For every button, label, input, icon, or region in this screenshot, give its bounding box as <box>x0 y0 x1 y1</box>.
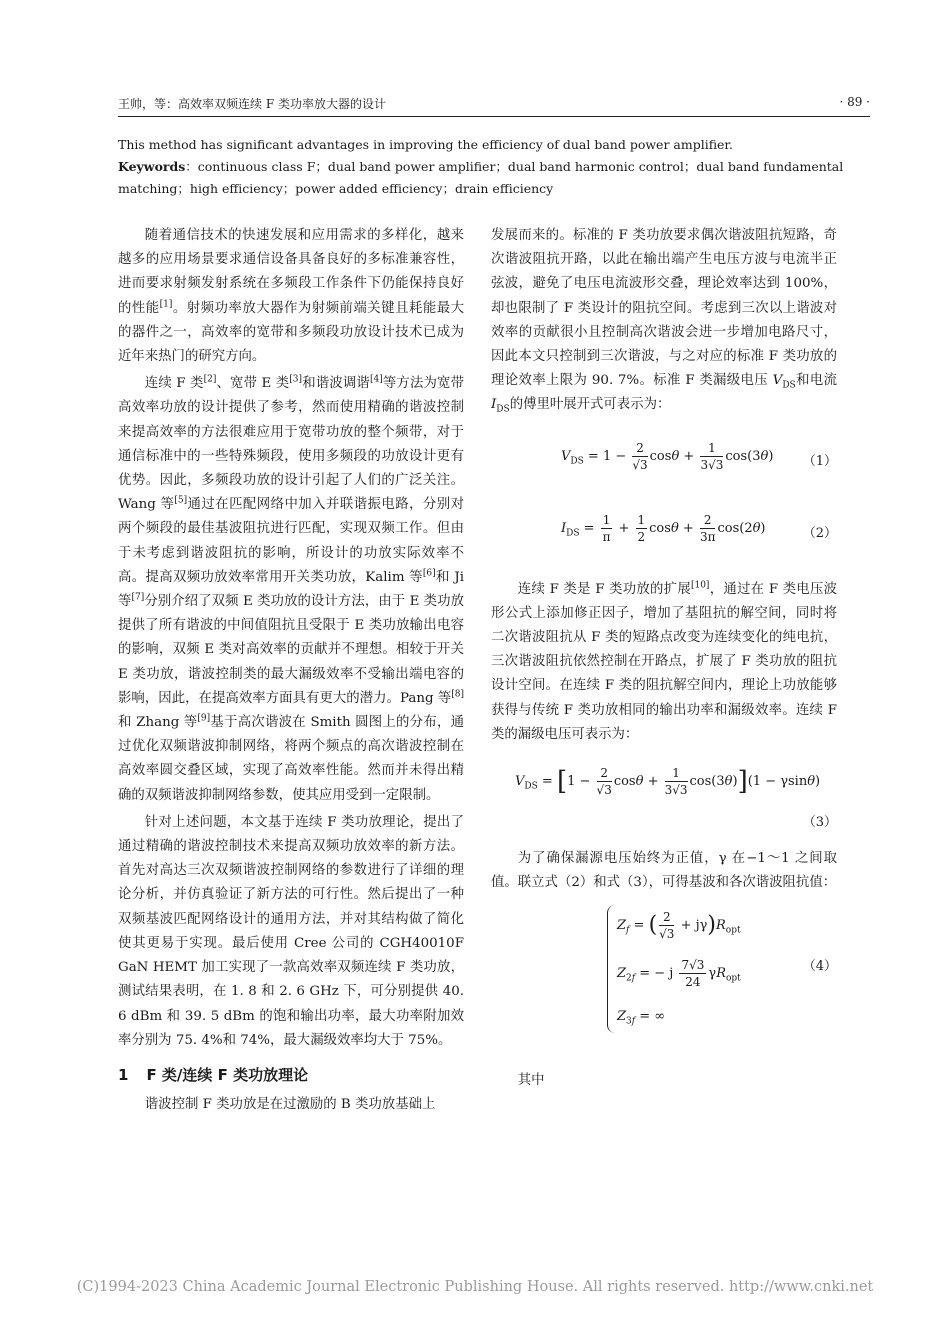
paragraph: 发展而来的。标准的 F 类功放要求偶次谐波阻抗短路，奇次谐波阻抗开路，以此在输出端产生电压方波与电流半正弦波，避免了电压电流波形交叠，理论效率达到 100%，却也限制了 F 类设计的阻抗空间。考虑到三次以上谐波对效率的贡献很小且控制高次谐波会进一步增加电路尺寸，因此本文只控制到三次谐波，与之对应的标准 F 类功放的理论效率上限为 90. 7%。标准 F 类漏级电压 $V_{DS}$和电流 $I_{DS}$的傅里叶展开式可表示为： <box>491 228 837 416</box>
paragraph: 针对上述问题，本文基于连续 F 类功放理论，提出了通过精确的谐波控制技术来提高双频功放效率的新方法。首先对高达三次双频谐波控制网络的参数进行了详细的理论分析，并仿真验证了新方法的可行性。然后提出了一种双频基波匹配网络设计的通用方法，并对其结构做了简化使其更易于实现。最后使用 Cree 公司的 CGH40010F GaN HEMT 加工实现了一款高效率双频连续 F 类功放，测试结果表明，在 1. 8 和 2. 6 GHz 下，可分别提供 40. 6 dBm 和 39. 5 dBm 的饱和输出功率，最大功率附加效率分别为 75. 4%和 74%，最大漏级效率均大于 75%。 <box>118 814 464 1048</box>
paragraph: 连续 F 类是 F 类功放的扩展[10]，通过在 F 类电压波形公式上添加修正因子，增加了基阻抗的解空间，同时将二次谐波阻抗从 F 类的短路点改变为连续变化的纯电抗，三次谐波阻抗依然控制在开路点，扩展了 F 类功放的阻抗设计空间。在连续 F 类的阻抗解空间内，理论上功放能够获得与传统 F 类功放相同的输出功率和漏级效率。连续 F 类的漏级电压可表示为： <box>491 580 837 742</box>
equation-2: $I_{DS}$ = $\frac{1}{\pi}$ + $\frac{1}{2}$ cosθ + $\frac{2}{3\pi}$ cos(2θ) （2） <box>561 512 837 544</box>
equation-1: $V_{DS} = 1$ − $\frac{2}{√3}$ cosθ + $\frac{1}{3√3}$ cos(3θ) （1） <box>561 440 837 472</box>
paragraph: 为了确保漏源电压始终为正值，γ 在−1～1 之间取值。联立式（2）和式（3），可得基波和各次谐波阻抗值： <box>491 851 837 891</box>
copyright-footer: (C)1994-2023 China Academic Journal Electronic Publishing House. All rights reserved. http://www.cnki.net <box>76 1279 874 1295</box>
keywords <box>118 156 870 200</box>
equation-4: $Z_f$ = ( $\frac{2}{√3}$ + $j\gamma)R_{opt}$ $Z_{2f}$ = − j $\frac{7√3}{24}$ $\gamma R_{opt}$ $Z_{3f}$ = ∞ （4） <box>491 905 837 1045</box>
equation-3: $V_{DS} = [1$ − $\frac{2}{√3}$ cosθ + $\frac{1}{3√3}$ cos(3θ)](1 − γsinθ) （3） <box>515 766 837 831</box>
header-rule <box>118 116 870 117</box>
keywords-label: Keywords <box>118 159 186 174</box>
paragraph: 谐波控制 F 类功放是在过激励的 B 类功放基础上 <box>144 1097 436 1113</box>
page-number: · 89 · <box>839 95 870 109</box>
running-header-title: 王帅，等：高效率双频连续 F 类功率放大器的设计 <box>118 97 386 111</box>
abstract-tail: This method has significant advantages in improving the efficiency of dual band power amplifier. <box>118 137 734 152</box>
left-column <box>118 224 464 1120</box>
keywords-text: ：continuous class F；dual band power amplifier；dual band harmonic control；dual band fundamental matching；high efficiency；power added efficiency；drain efficiency <box>118 159 844 196</box>
paragraph: 随着通信技术的快速发展和应用需求的多样化，越来越多的应用场景要求通信设备具备良好的多标准兼容性，进而要求射频发射系统在多频段工作条件下仍能保持良好的性能[1]。射频功率放大器作为射频前端关键且耗能最大的器件之一，高效率的宽带和多频段功放设计技术已成为近年来热门的研究方向。 <box>118 228 464 365</box>
section-heading: 1 F 类/连续 F 类功放理论 <box>118 1065 309 1084</box>
paragraph: 连续 F 类[2]、宽带 E 类[3]和谐波调谐[4]等方法为宽带高效率功放的设计提供了参考，然而使用精确的谐波控制来提高效率的方法很难应用于宽带功放的整个频带，对于通信标准中的一些特殊频段，使用多频段的功放设计更有优势。因此，多频段功放的设计引起了人们的广泛关注。Wang 等[5]通过在匹配网络中加入并联谐振电路，分别对两个频段的最佳基波阻抗进行匹配，实现双频工作。但由于未考虑到谐波阻抗的影响，所设计的功放实际效率不高。提高双频功放效率常用开关类功放，Kalim 等[6]和 Ji 等[7]分别介绍了双频 E 类功放的设计方法，由于 E 类功放提供了所有谐波的中间值阻抗且受限于 E 类功放输出电容的影响，双频 E 类对高效率的贡献并不理想。相较于开关 E 类功放，谐波控制类的最大漏级效率不受输出端电容的影响，因此，在提高效率方面具有更大的潜力。Pang 等[8]和 Zhang 等[9]基于高次谐波在 Smith 圆图上的分布，通过优化双频谐波抑制网络，将两个频点的高次谐波控制在高效率圆交叠区域，实现了高效率性能。然而并未得出精确的双频谐波抑制网络参数，使其应用受到一定限制。 <box>118 374 465 803</box>
paragraph: 其中 <box>517 1073 545 1089</box>
right-column <box>491 224 837 1097</box>
